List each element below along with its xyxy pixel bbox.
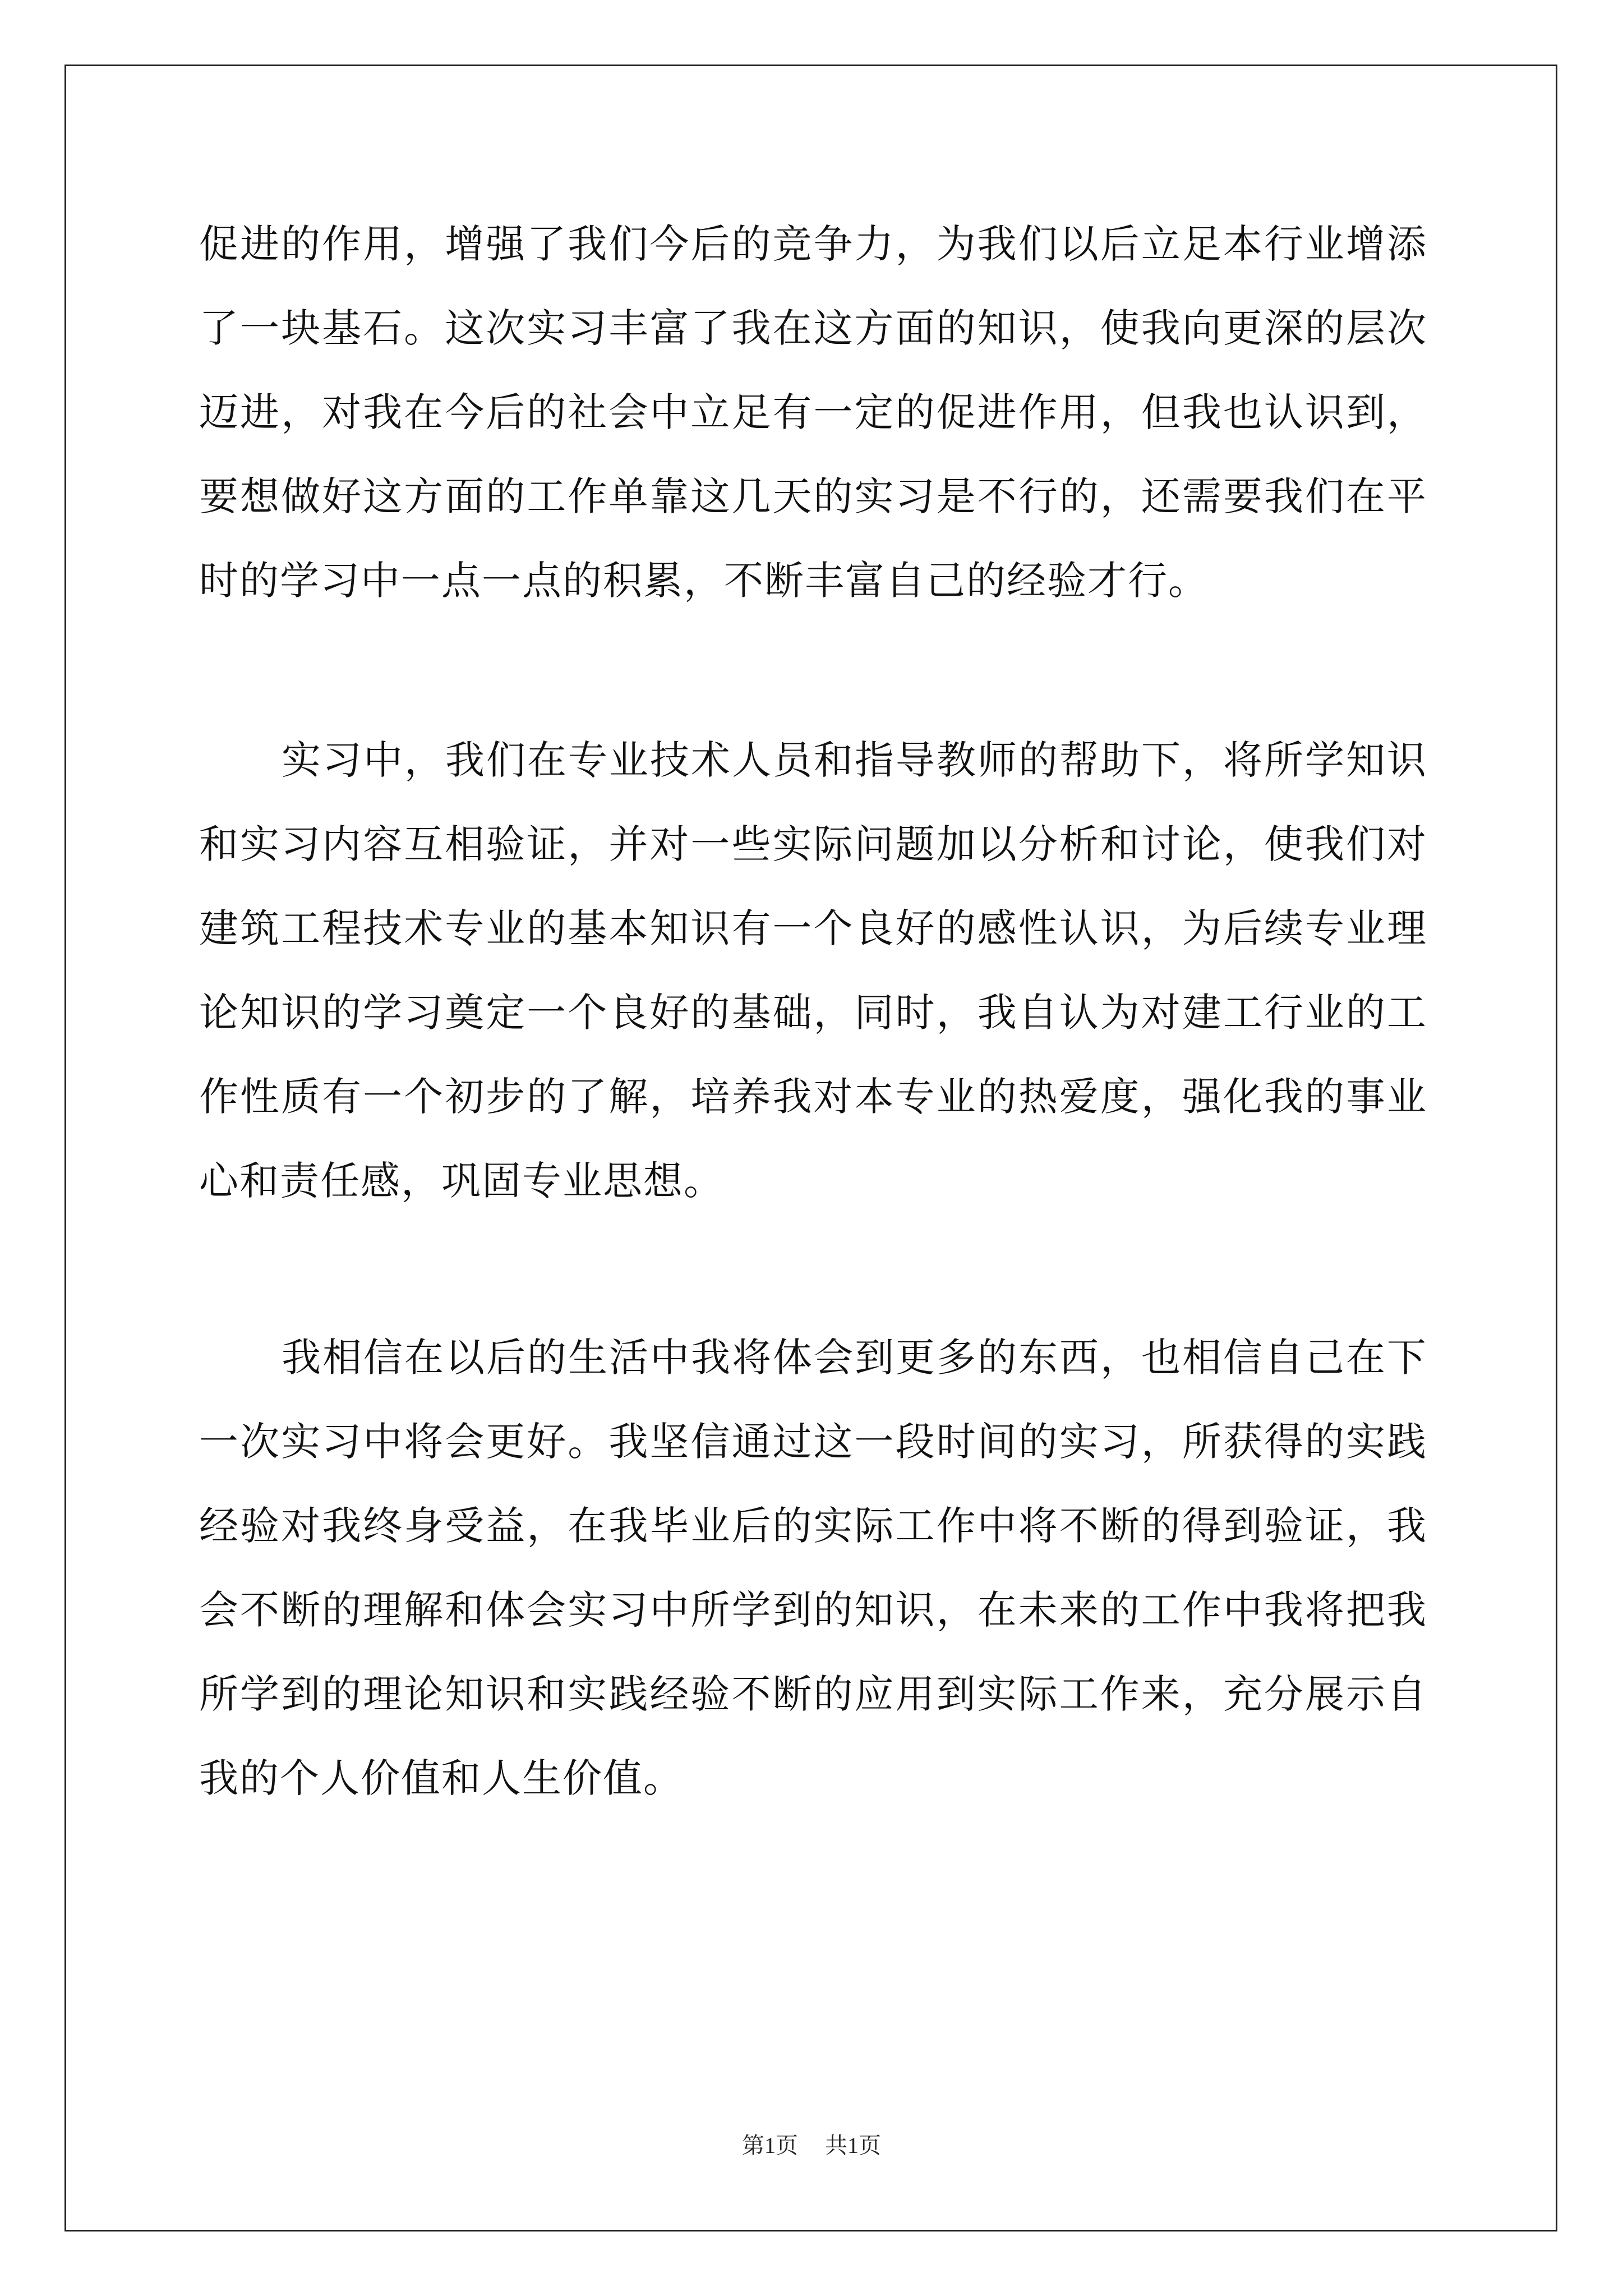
text-line: 作性质有一个初步的了解，培养我对本专业的热爱度，强化我的事业	[199, 1074, 1427, 1120]
text-line: 迈进，对我在今后的社会中立足有一定的促进作用，但我也认识到，	[199, 389, 1427, 435]
text-line: 了一块基石。这次实习丰富了我在这方面的知识，使我向更深的层次	[199, 305, 1427, 351]
text-line: 时的学习中一点一点的积累，不断丰富自己的经验才行。	[199, 558, 1209, 604]
page-number-total: 共1页	[825, 2133, 881, 2158]
text-line: 所学到的理论知识和实践经验不断的应用到实际工作来，充分展示自	[199, 1671, 1427, 1717]
text-line: 我相信在以后的生活中我将体会到更多的东西，也相信自己在下	[282, 1335, 1427, 1381]
text-line: 经验对我终身受益，在我毕业后的实际工作中将不断的得到验证，我	[199, 1503, 1427, 1549]
text-line: 建筑工程技术专业的基本知识有一个良好的感性认识，为后续专业理	[199, 905, 1427, 951]
text-line: 我的个人价值和人生价值。	[199, 1755, 684, 1801]
text-line: 心和责任感，巩固专业思想。	[199, 1158, 724, 1204]
page-footer	[0, 2129, 1623, 2162]
text-line: 促进的作用，增强了我们今后的竞争力，为我们以后立足本行业增添	[199, 221, 1427, 267]
text-line: 要想做好这方面的工作单靠这几天的实习是不行的，还需要我们在平	[199, 473, 1427, 519]
text-line: 和实习内容互相验证，并对一些实际问题加以分析和讨论，使我们对	[199, 821, 1427, 867]
text-line: 一次实习中将会更好。我坚信通过这一段时间的实习，所获得的实践	[199, 1419, 1427, 1465]
text-line: 论知识的学习奠定一个良好的基础，同时，我自认为对建工行业的工	[199, 990, 1427, 1036]
page-number-current: 第1页	[742, 2133, 798, 2158]
text-line: 实习中，我们在专业技术人员和指导教师的帮助下，将所学知识	[282, 737, 1427, 783]
text-line: 会不断的理解和体会实习中所学到的知识，在未来的工作中我将把我	[199, 1587, 1427, 1633]
